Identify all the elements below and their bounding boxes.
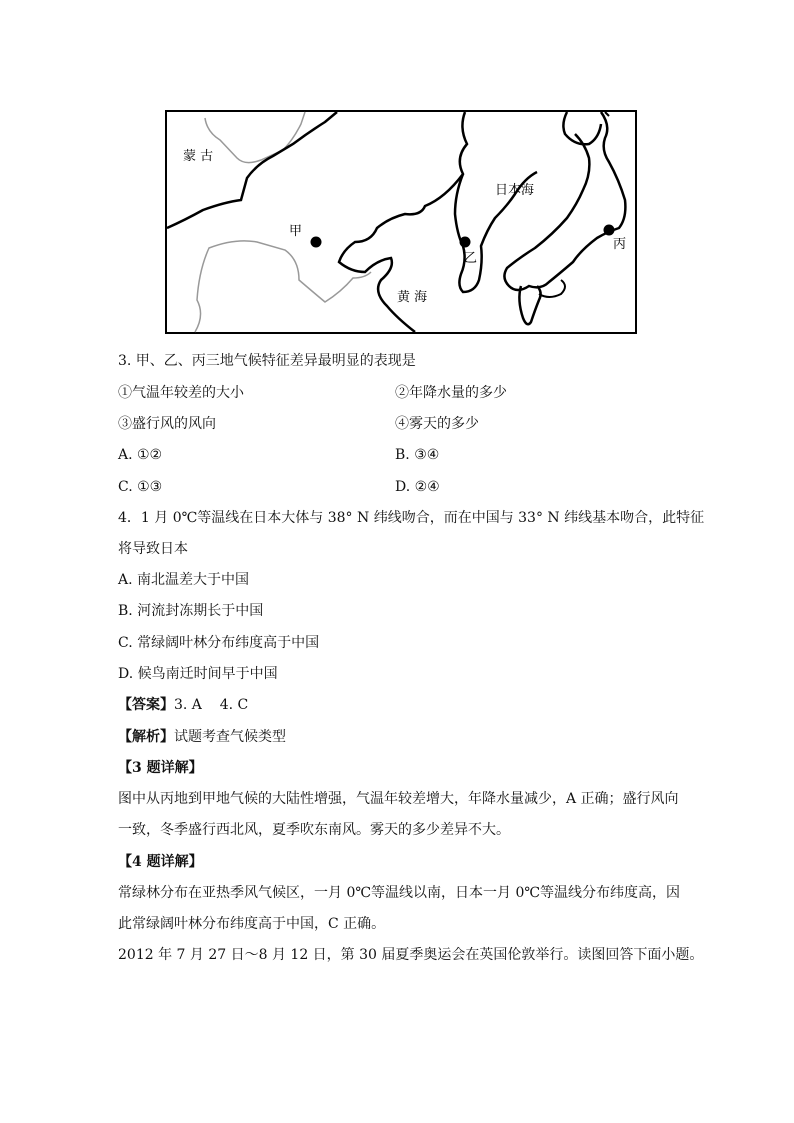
q3-option-a: A. ①② — [118, 447, 163, 463]
answer-tag: 【答案】 — [118, 697, 174, 713]
q3-option-b: B. ③④ — [395, 447, 440, 463]
next-question-intro: 2012 年 7 月 27 日～8 月 12 日，第 30 届夏季奥运会在英国伦敦举行。读图回答下面小题。 — [118, 947, 704, 963]
q3-item-1: ①气温年较差的大小 — [118, 385, 244, 401]
label-sea-yellow: 黄 海 — [397, 290, 428, 305]
q3-item-3: ③盛行风的风向 — [118, 416, 216, 432]
jia-dot — [311, 237, 322, 248]
label-bing: 丙 — [613, 237, 627, 252]
q3-stem: 3. 甲、乙、丙三地气候特征差异最明显的表现是 — [118, 353, 416, 369]
d4-line1: 常绿林分布在亚热季风气候区，一月 0℃等温线以南，日本一月 0℃等温线分布纬度高，因 — [118, 885, 681, 901]
d4-tag: 【4 题详解】 — [118, 854, 203, 870]
analysis-tag: 【解析】 — [118, 729, 174, 745]
q4-stem-line2: 将导致日本 — [118, 541, 188, 557]
q4-option-b: B. 河流封冻期长于中国 — [118, 603, 264, 619]
q3-option-c: C. ①③ — [118, 479, 163, 495]
d3-line2: 一致，冬季盛行西北风，夏季吹东南风。雾天的多少差异不大。 — [118, 822, 510, 838]
q4-stem-line1: 4．1 月 0℃等温线在日本大体与 38° N 纬线吻合，而在中国与 33° N 纬线基本吻合，此特征 — [118, 510, 705, 526]
bing-dot — [604, 225, 615, 236]
analysis-line — [118, 728, 286, 746]
label-yi: 乙 — [464, 251, 478, 266]
label-mongolia: 蒙 古 — [183, 149, 214, 164]
analysis-text: 试题考查气候类型 — [174, 729, 286, 745]
q3-option-d: D. ②④ — [395, 479, 440, 495]
d4-line2: 此常绿阔叶林分布纬度高于中国，C 正确。 — [118, 916, 386, 932]
label-sea-japan: 日本海 — [495, 183, 535, 198]
yi-dot — [460, 237, 471, 248]
answer-line — [118, 696, 248, 714]
q3-item-4: ④雾天的多少 — [395, 416, 479, 432]
q3-item-2: ②年降水量的多少 — [395, 385, 507, 401]
map-svg — [165, 110, 637, 334]
map-figure — [165, 110, 637, 334]
d3-tag: 【3 题详解】 — [118, 760, 203, 776]
label-jia: 甲 — [289, 224, 303, 239]
q4-option-c: C. 常绿阔叶林分布纬度高于中国 — [118, 635, 320, 651]
answer-text: 3. A 4. C — [174, 697, 249, 713]
q4-option-a: A. 南北温差大于中国 — [118, 572, 250, 588]
d3-line1: 图中从丙地到甲地气候的大陆性增强，气温年较差增大，年降水量减少，A 正确；盛行风向 — [118, 791, 679, 807]
q4-option-d: D. 候鸟南迁时间早于中国 — [118, 666, 278, 682]
